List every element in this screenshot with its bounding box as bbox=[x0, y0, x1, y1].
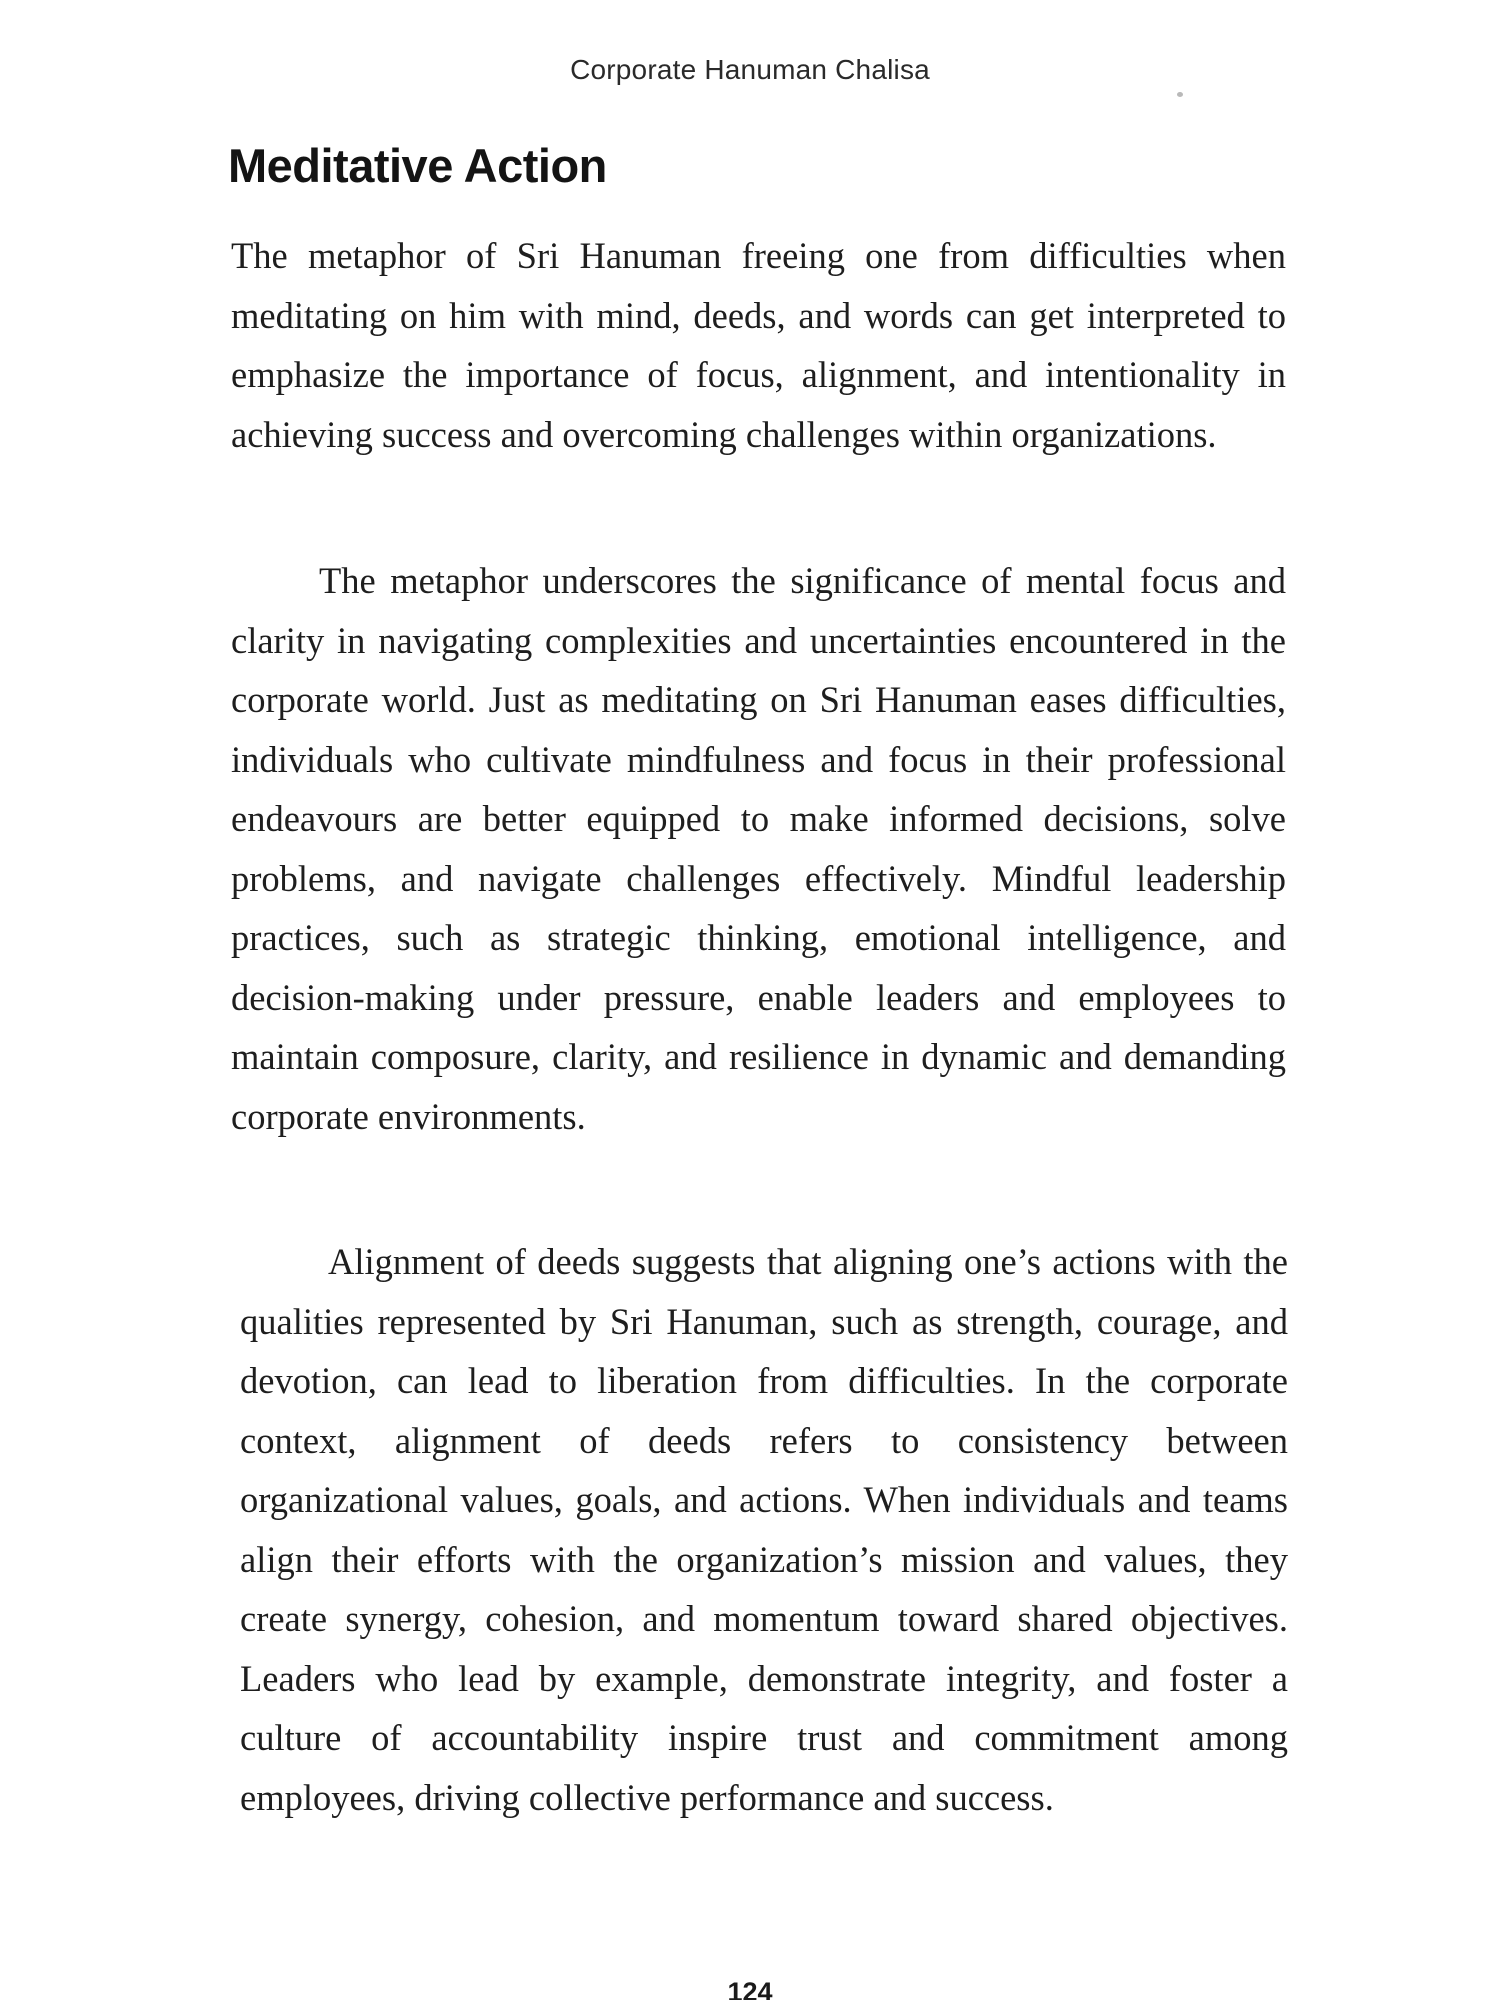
paragraph-1: The metaphor of Sri Hanuman freeing one from difficulties when meditating on him with mind, deeds, and words can get interpreted to emphasize the importance of focus, alignment, and intentionality in achieving success and overcoming challenges within organizations. bbox=[231, 235, 1286, 455]
paragraph-2: The metaphor underscores the significance of mental focus and clarity in navigating complexities and uncertainties encountered in the corporate world. Just as meditating on Sri Hanuman eases difficulties, individuals who cultivate mindfulness and focus in their professional endeavours are better equipped to make informed decisions, solve problems, and navigate challenges effectively. Mindful leadership practices, such as strategic thinking, emotional intelligence, and decision-making under pressure, enable leaders and employees to maintain composure, clarity, and resilience in dynamic and demanding corporate environments. bbox=[231, 560, 1286, 1137]
page-number: 124 bbox=[727, 1977, 773, 2000]
running-header: Corporate Hanuman Chalisa bbox=[570, 54, 930, 85]
section-title: Meditative Action bbox=[228, 139, 607, 192]
paragraph-3: Alignment of deeds suggests that aligning one’s actions with the qualities represented by Sri Hanuman, such as strength, courage, and devotion, can lead to liberation from difficulties. In the corporate context, alignment of deeds refers to consistency between organizational values, goals, and actions. When individuals and teams align their efforts with the organization’s mission and values, they create synergy, cohesion, and momentum toward shared objectives. Leaders who lead by example, demonstrate integrity, and foster a culture of accountability inspire trust and commitment among employees, driving collective performance and success. bbox=[240, 1241, 1288, 1818]
scan-speck bbox=[1177, 92, 1183, 97]
